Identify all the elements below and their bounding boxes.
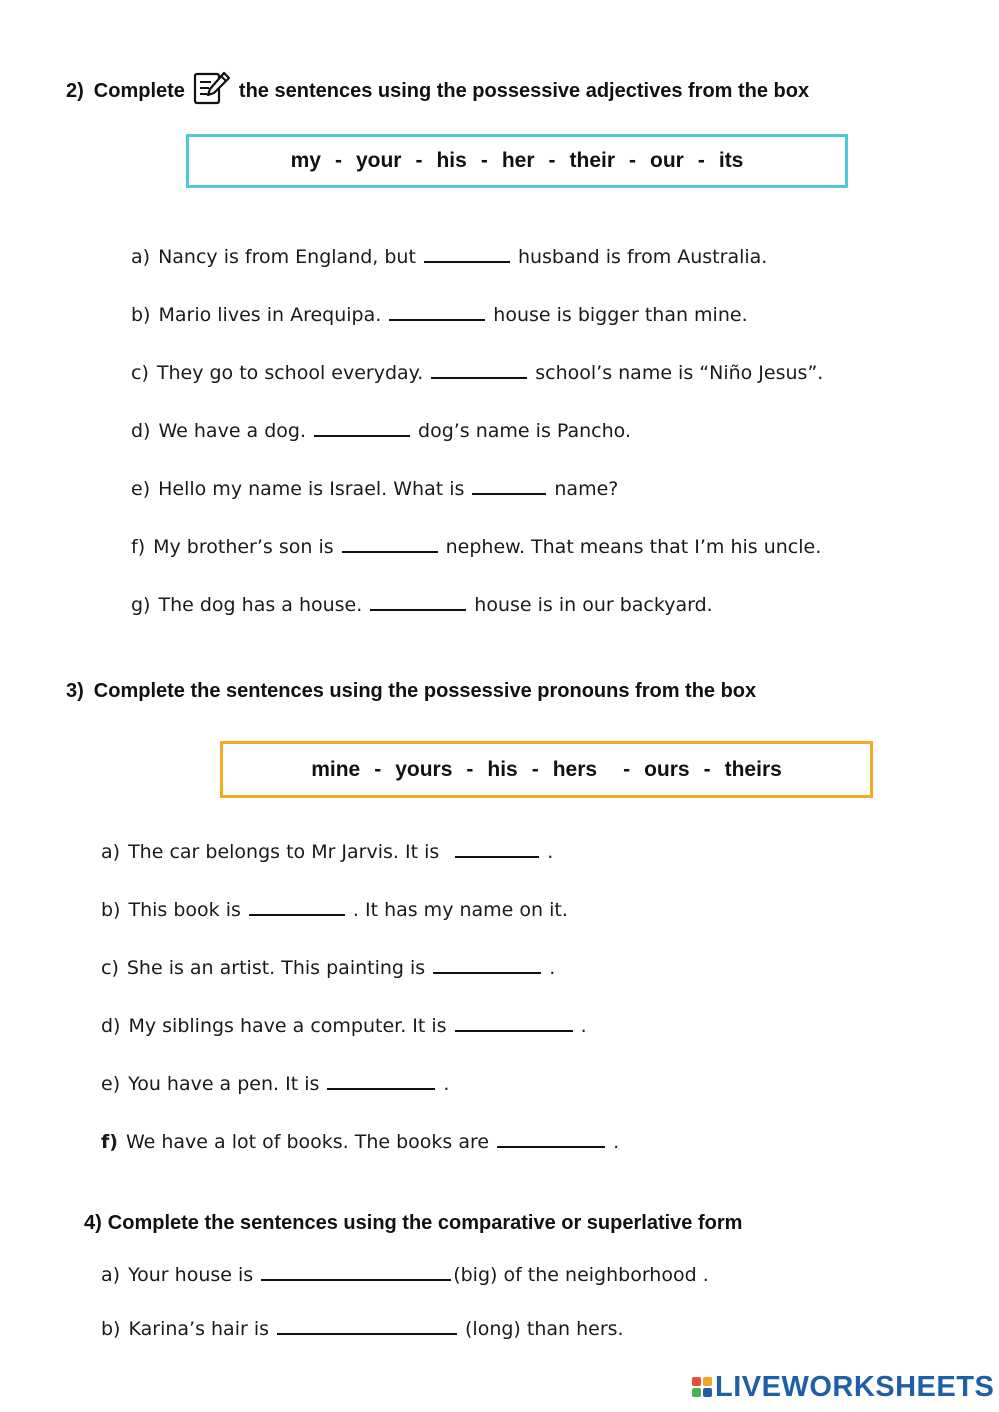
exercise-item	[131, 477, 618, 501]
logo-tile	[692, 1377, 701, 1386]
exercise-item	[101, 1130, 619, 1154]
item-label: c)	[101, 957, 119, 979]
item-label: b)	[101, 1318, 121, 1340]
item-text-after: .	[580, 1015, 587, 1037]
item-text-after: school’s name is “Niño Jesus”.	[535, 362, 824, 384]
answer-blank[interactable]	[277, 1317, 457, 1335]
item-text-before: She is an artist. This painting is	[126, 957, 426, 979]
item-text-after: house is bigger than mine.	[493, 304, 748, 326]
item-text-before: Nancy is from England, but	[158, 246, 416, 268]
answer-blank[interactable]	[472, 477, 546, 495]
item-text-after: (big) of the neighborhood .	[453, 1264, 709, 1286]
item-text-after: house is in our backyard.	[474, 594, 713, 616]
answer-blank[interactable]	[455, 1014, 573, 1032]
logo-text: LIVEWORKSHEETS	[715, 1370, 995, 1403]
item-text-before: They go to school everyday.	[156, 362, 424, 384]
word-box-item: its	[718, 149, 744, 172]
exercise-item	[131, 593, 713, 617]
answer-blank[interactable]	[261, 1263, 451, 1281]
section-4-number: 4)	[84, 1212, 102, 1234]
item-text-before: My brother’s son is	[153, 536, 334, 558]
section-3-title: Complete the sentences using the possessive pronouns from the box	[93, 680, 757, 702]
answer-blank[interactable]	[497, 1130, 605, 1148]
word-box-item: hers	[552, 757, 598, 781]
item-text-before: Mario lives in Arequipa.	[158, 304, 382, 326]
item-label: d)	[131, 420, 151, 442]
exercise-item	[131, 535, 821, 559]
item-label: d)	[101, 1015, 121, 1037]
item-text-after: .	[443, 1073, 450, 1095]
word-box-item: your	[355, 149, 402, 172]
item-text-before: You have a pen. It is	[128, 1073, 320, 1095]
exercise-item	[101, 1263, 709, 1287]
item-label: b)	[131, 304, 151, 326]
word-box-item: his	[487, 757, 518, 781]
exercise-item	[131, 303, 748, 327]
exercise-item	[131, 361, 823, 385]
item-text-before: Your house is	[128, 1264, 254, 1286]
answer-blank[interactable]	[249, 898, 345, 916]
answer-blank[interactable]	[327, 1072, 435, 1090]
exercise-item	[101, 1072, 449, 1096]
item-label: a)	[101, 1264, 121, 1286]
possessive-adjectives-box: my - your - his - her - their - our - its	[186, 134, 848, 188]
edit-note-icon	[193, 70, 231, 112]
answer-blank[interactable]	[455, 840, 539, 858]
logo-mark-icon	[692, 1377, 712, 1397]
section-3-number: 3)	[66, 680, 84, 702]
item-text-after: .	[547, 841, 554, 863]
item-text-after: . It has my name on it.	[352, 899, 568, 921]
word-box-item: their	[569, 149, 616, 172]
exercise-item	[101, 956, 555, 980]
item-label: a)	[131, 246, 151, 268]
item-text-before: Hello my name is Israel. What is	[158, 478, 465, 500]
exercise-item	[131, 245, 767, 269]
section-3-heading	[66, 680, 756, 703]
item-text-before: We have a lot of books. The books are	[125, 1131, 490, 1153]
item-text-before: The dog has a house.	[158, 594, 363, 616]
section-2-title-after: the sentences using the possessive adjectives from the box	[238, 79, 810, 102]
item-text-before: This book is	[128, 899, 241, 921]
item-text-after: .	[613, 1131, 620, 1153]
section-2-title-before: Complete	[93, 79, 185, 102]
answer-blank[interactable]	[314, 419, 410, 437]
item-text-after: .	[549, 957, 556, 979]
exercise-item	[101, 840, 553, 864]
section-4-title: Complete the sentences using the comparative or superlative form	[107, 1212, 743, 1234]
answer-blank[interactable]	[431, 361, 527, 379]
logo-tile	[703, 1388, 712, 1397]
word-box-item: yours	[395, 757, 453, 781]
word-box-item: our	[650, 149, 684, 172]
word-box-item: ours	[644, 757, 690, 781]
item-label: f)	[101, 1131, 118, 1153]
item-text-before: The car belongs to Mr Jarvis. It is	[128, 841, 440, 863]
answer-blank[interactable]	[370, 593, 466, 611]
word-box-item: theirs	[724, 757, 782, 781]
answer-blank[interactable]	[433, 956, 541, 974]
item-label: g)	[131, 594, 151, 616]
possessive-pronouns-box: mine - yours - his - hers - ours - theirs	[220, 741, 873, 798]
section-2-number: 2)	[66, 79, 84, 102]
item-text-after: (long) than hers.	[465, 1318, 624, 1340]
word-box-item: my	[290, 149, 321, 172]
item-text-before: My siblings have a computer. It is	[128, 1015, 447, 1037]
item-label: b)	[101, 899, 121, 921]
item-label: c)	[131, 362, 149, 384]
item-label: a)	[101, 841, 121, 863]
item-text-before: Karina’s hair is	[128, 1318, 269, 1340]
item-text-before: We have a dog.	[158, 420, 307, 442]
answer-blank[interactable]	[424, 245, 510, 263]
word-box-item: his	[436, 149, 467, 172]
logo-tile	[692, 1388, 701, 1397]
item-label: e)	[131, 478, 151, 500]
item-label: e)	[101, 1073, 121, 1095]
item-label: f)	[131, 536, 146, 558]
item-text-after: name?	[554, 478, 619, 500]
item-text-after: dog’s name is Pancho.	[418, 420, 631, 442]
logo-tile	[703, 1377, 712, 1386]
answer-blank[interactable]	[389, 303, 485, 321]
word-box-item: mine	[311, 757, 361, 781]
answer-blank[interactable]	[342, 535, 438, 553]
section-2-heading	[66, 70, 809, 112]
liveworksheets-logo	[692, 1372, 994, 1402]
exercise-item	[101, 898, 568, 922]
word-box-item: her	[501, 149, 535, 172]
item-text-after: husband is from Australia.	[517, 246, 768, 268]
exercise-item	[101, 1014, 587, 1038]
section-4-heading	[84, 1212, 742, 1235]
exercise-item	[131, 419, 631, 443]
item-text-after: nephew. That means that I’m his uncle.	[445, 536, 822, 558]
exercise-item	[101, 1317, 624, 1341]
